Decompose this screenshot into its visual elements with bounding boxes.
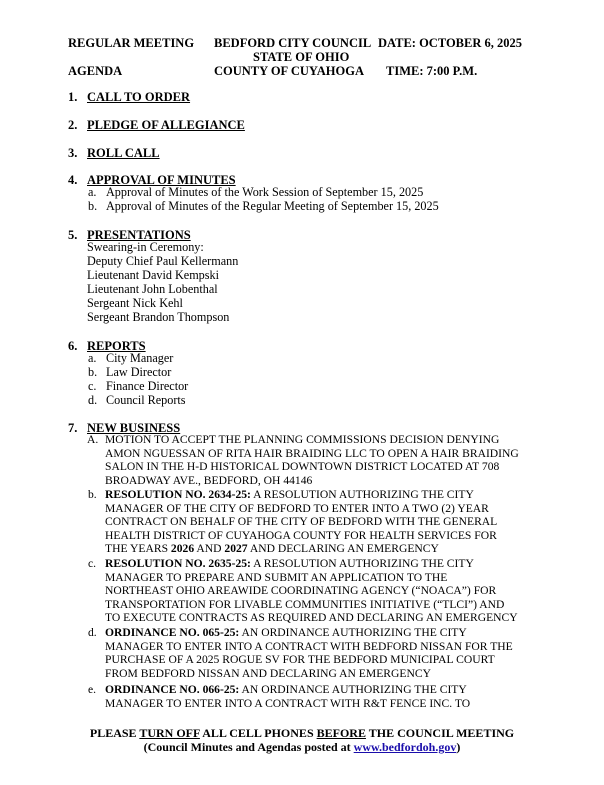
item-label: b. (88, 488, 97, 501)
item-label: e. (88, 683, 97, 696)
section-number: 7. (68, 421, 78, 435)
list-item (88, 366, 388, 380)
item-line: PURCHASE OF A 2025 ROGUE SV FOR THE BEDFORD MUNICIPAL COURT (105, 653, 495, 667)
item-line (105, 542, 548, 556)
item-text: Law Director (106, 365, 172, 379)
resolution-number: RESOLUTION NO. 2635-25: (105, 557, 251, 570)
presentation-line: Swearing-in Ceremony: (87, 240, 204, 254)
item-text: Finance Director (106, 379, 189, 393)
item-line: MANAGER OF THE CITY OF BEDFORD TO ENTER INTO A TWO (2) YEAR (105, 501, 489, 515)
item-line: NORTHEAST OHIO AREAWIDE COORDINATING AGENCY (“NOACA”) FOR (105, 584, 497, 598)
item-line: SALON IN THE H-D HISTORICAL DOWNTOWN DISTRICT LOCATED AT 708 (105, 460, 500, 474)
item-label: a. (88, 185, 97, 199)
cell-phone-notice (0, 726, 604, 740)
item-line: TO EXECUTE CONTRACTS AS REQUIRED AND DECLARING AN EMERGENCY (105, 611, 518, 625)
website-link[interactable]: www.bedfordoh.gov (353, 740, 457, 754)
item-text: AN ORDINANCE AUTHORIZING THE CITY (239, 683, 467, 696)
section-title: PRESENTATIONS (87, 228, 191, 242)
item-line (105, 557, 548, 571)
county-name: COUNTY OF CUYAHOGA (214, 64, 365, 78)
list-item (88, 200, 528, 214)
business-item-c (88, 557, 548, 625)
item-text: Approval of Minutes of the Regular Meeting of September 15, 2025 (106, 199, 439, 213)
section-title: APPROVAL OF MINUTES (87, 173, 236, 187)
item-line: MOTION TO ACCEPT THE PLANNING COMMISSIONS DECISION DENYING (105, 433, 500, 446)
year-2027: 2027 (224, 542, 248, 556)
section-title: REPORTS (87, 339, 146, 353)
agenda-label: AGENDA (68, 64, 123, 78)
item-label: d. (88, 626, 97, 639)
item-line: AMON NGUESSAN OF RITA HAIR BRAIDING LLC TO OPEN A HAIR BRAIDING (105, 446, 519, 460)
business-item-b (88, 488, 548, 556)
item-line: MANAGER TO ENTER INTO A CONTRACT WITH R&T FENCE INC. TO (105, 696, 471, 710)
ordinance-number: ORDINANCE NO. 065-25: (105, 626, 240, 639)
item-text: City Manager (106, 351, 174, 365)
section-title: PLEDGE OF ALLEGIANCE (87, 118, 245, 132)
item-text: AND DECLARING AN EMERGENCY (247, 542, 439, 556)
section-roll-call (68, 146, 160, 160)
section-number: 4. (68, 173, 78, 187)
section-number: 5. (68, 228, 78, 242)
notice-text: PLEASE (89, 726, 140, 740)
meeting-time: TIME: 7:00 P.M. (386, 64, 478, 78)
section-number: 2. (68, 118, 78, 132)
resolution-number: RESOLUTION NO. 2634-25: (105, 488, 251, 501)
presentation-line: Deputy Chief Paul Kellermann (87, 254, 239, 268)
meeting-type: REGULAR MEETING (68, 36, 195, 50)
item-line: FROM BEDFORD NISSAN AND DECLARING AN EMERGENCY (105, 666, 431, 680)
list-item (88, 394, 388, 408)
item-text: A RESOLUTION AUTHORIZING THE CITY (250, 488, 474, 501)
item-line: MANAGER TO ENTER INTO A CONTRACT WITH BEDFORD NISSAN FOR THE (105, 639, 513, 653)
list-item (88, 352, 388, 366)
state-name: STATE OF OHIO (253, 50, 350, 64)
year-2026: 2026 (170, 542, 195, 556)
item-label: A. (87, 433, 99, 446)
notice-emphasis: TURN OFF (139, 726, 200, 740)
item-text: AN ORDINANCE AUTHORIZING THE CITY (239, 626, 467, 639)
business-item-a (87, 433, 547, 487)
item-line: CONTRACT ON BEHALF OF THE CITY OF BEDFORD WITH THE GENERAL (105, 515, 498, 529)
item-line: BROADWAY AVE., BEDFORD, OH 44146 (105, 473, 313, 487)
business-item-e (88, 683, 548, 710)
section-number: 1. (68, 90, 78, 104)
presentation-line: Lieutenant John Lobenthal (87, 282, 218, 296)
section-call-to-order (68, 90, 190, 104)
item-text: A RESOLUTION AUTHORIZING THE CITY (250, 557, 474, 570)
presentation-line: Sergeant Nick Kehl (87, 296, 183, 310)
section-number: 3. (68, 146, 78, 160)
item-line (105, 626, 548, 640)
notice-emphasis: BEFORE (316, 726, 366, 740)
minutes-posted-notice (0, 740, 604, 754)
item-label: a. (88, 351, 97, 365)
section-title: NEW BUSINESS (87, 421, 181, 435)
notice-text: THE COUNCIL MEETING (365, 726, 515, 740)
list-item (88, 186, 528, 200)
item-label: d. (88, 393, 98, 407)
item-text: Approval of Minutes of the Work Session of September 15, 2025 (106, 185, 424, 199)
item-line (105, 488, 548, 502)
item-text: Council Reports (106, 393, 186, 407)
item-text: AND (194, 542, 225, 556)
list-item (88, 380, 388, 394)
notice-text: ) (456, 740, 461, 754)
notice-text: ALL CELL PHONES (199, 726, 317, 740)
presentation-line: Lieutenant David Kempski (87, 268, 219, 282)
item-line: TRANSPORTATION FOR LIVABLE COMMUNITIES INITIATIVE (“TLCI”) AND (105, 597, 505, 611)
section-title: CALL TO ORDER (87, 90, 191, 104)
item-label: c. (88, 379, 97, 393)
item-line (105, 683, 548, 697)
section-number: 6. (68, 339, 78, 353)
item-line: HEALTH DISTRICT OF CUYAHOGA COUNTY FOR HEALTH SERVICES FOR (105, 528, 497, 542)
business-item-d (88, 626, 548, 680)
ordinance-number: ORDINANCE NO. 066-25: (105, 683, 240, 696)
item-label: c. (88, 557, 97, 570)
presentation-line: Sergeant Brandon Thompson (87, 310, 230, 324)
council-name: BEDFORD CITY COUNCIL (214, 36, 372, 50)
item-label: b. (88, 199, 98, 213)
item-text: THE YEARS (105, 542, 171, 556)
section-title: ROLL CALL (87, 146, 160, 160)
item-line: MANAGER TO PREPARE AND SUBMIT AN APPLICATION TO THE (105, 570, 448, 584)
notice-text: (Council Minutes and Agendas posted at (143, 740, 354, 754)
item-label: b. (88, 365, 98, 379)
meeting-date: DATE: OCTOBER 6, 2025 (378, 36, 523, 50)
section-pledge (68, 118, 245, 132)
